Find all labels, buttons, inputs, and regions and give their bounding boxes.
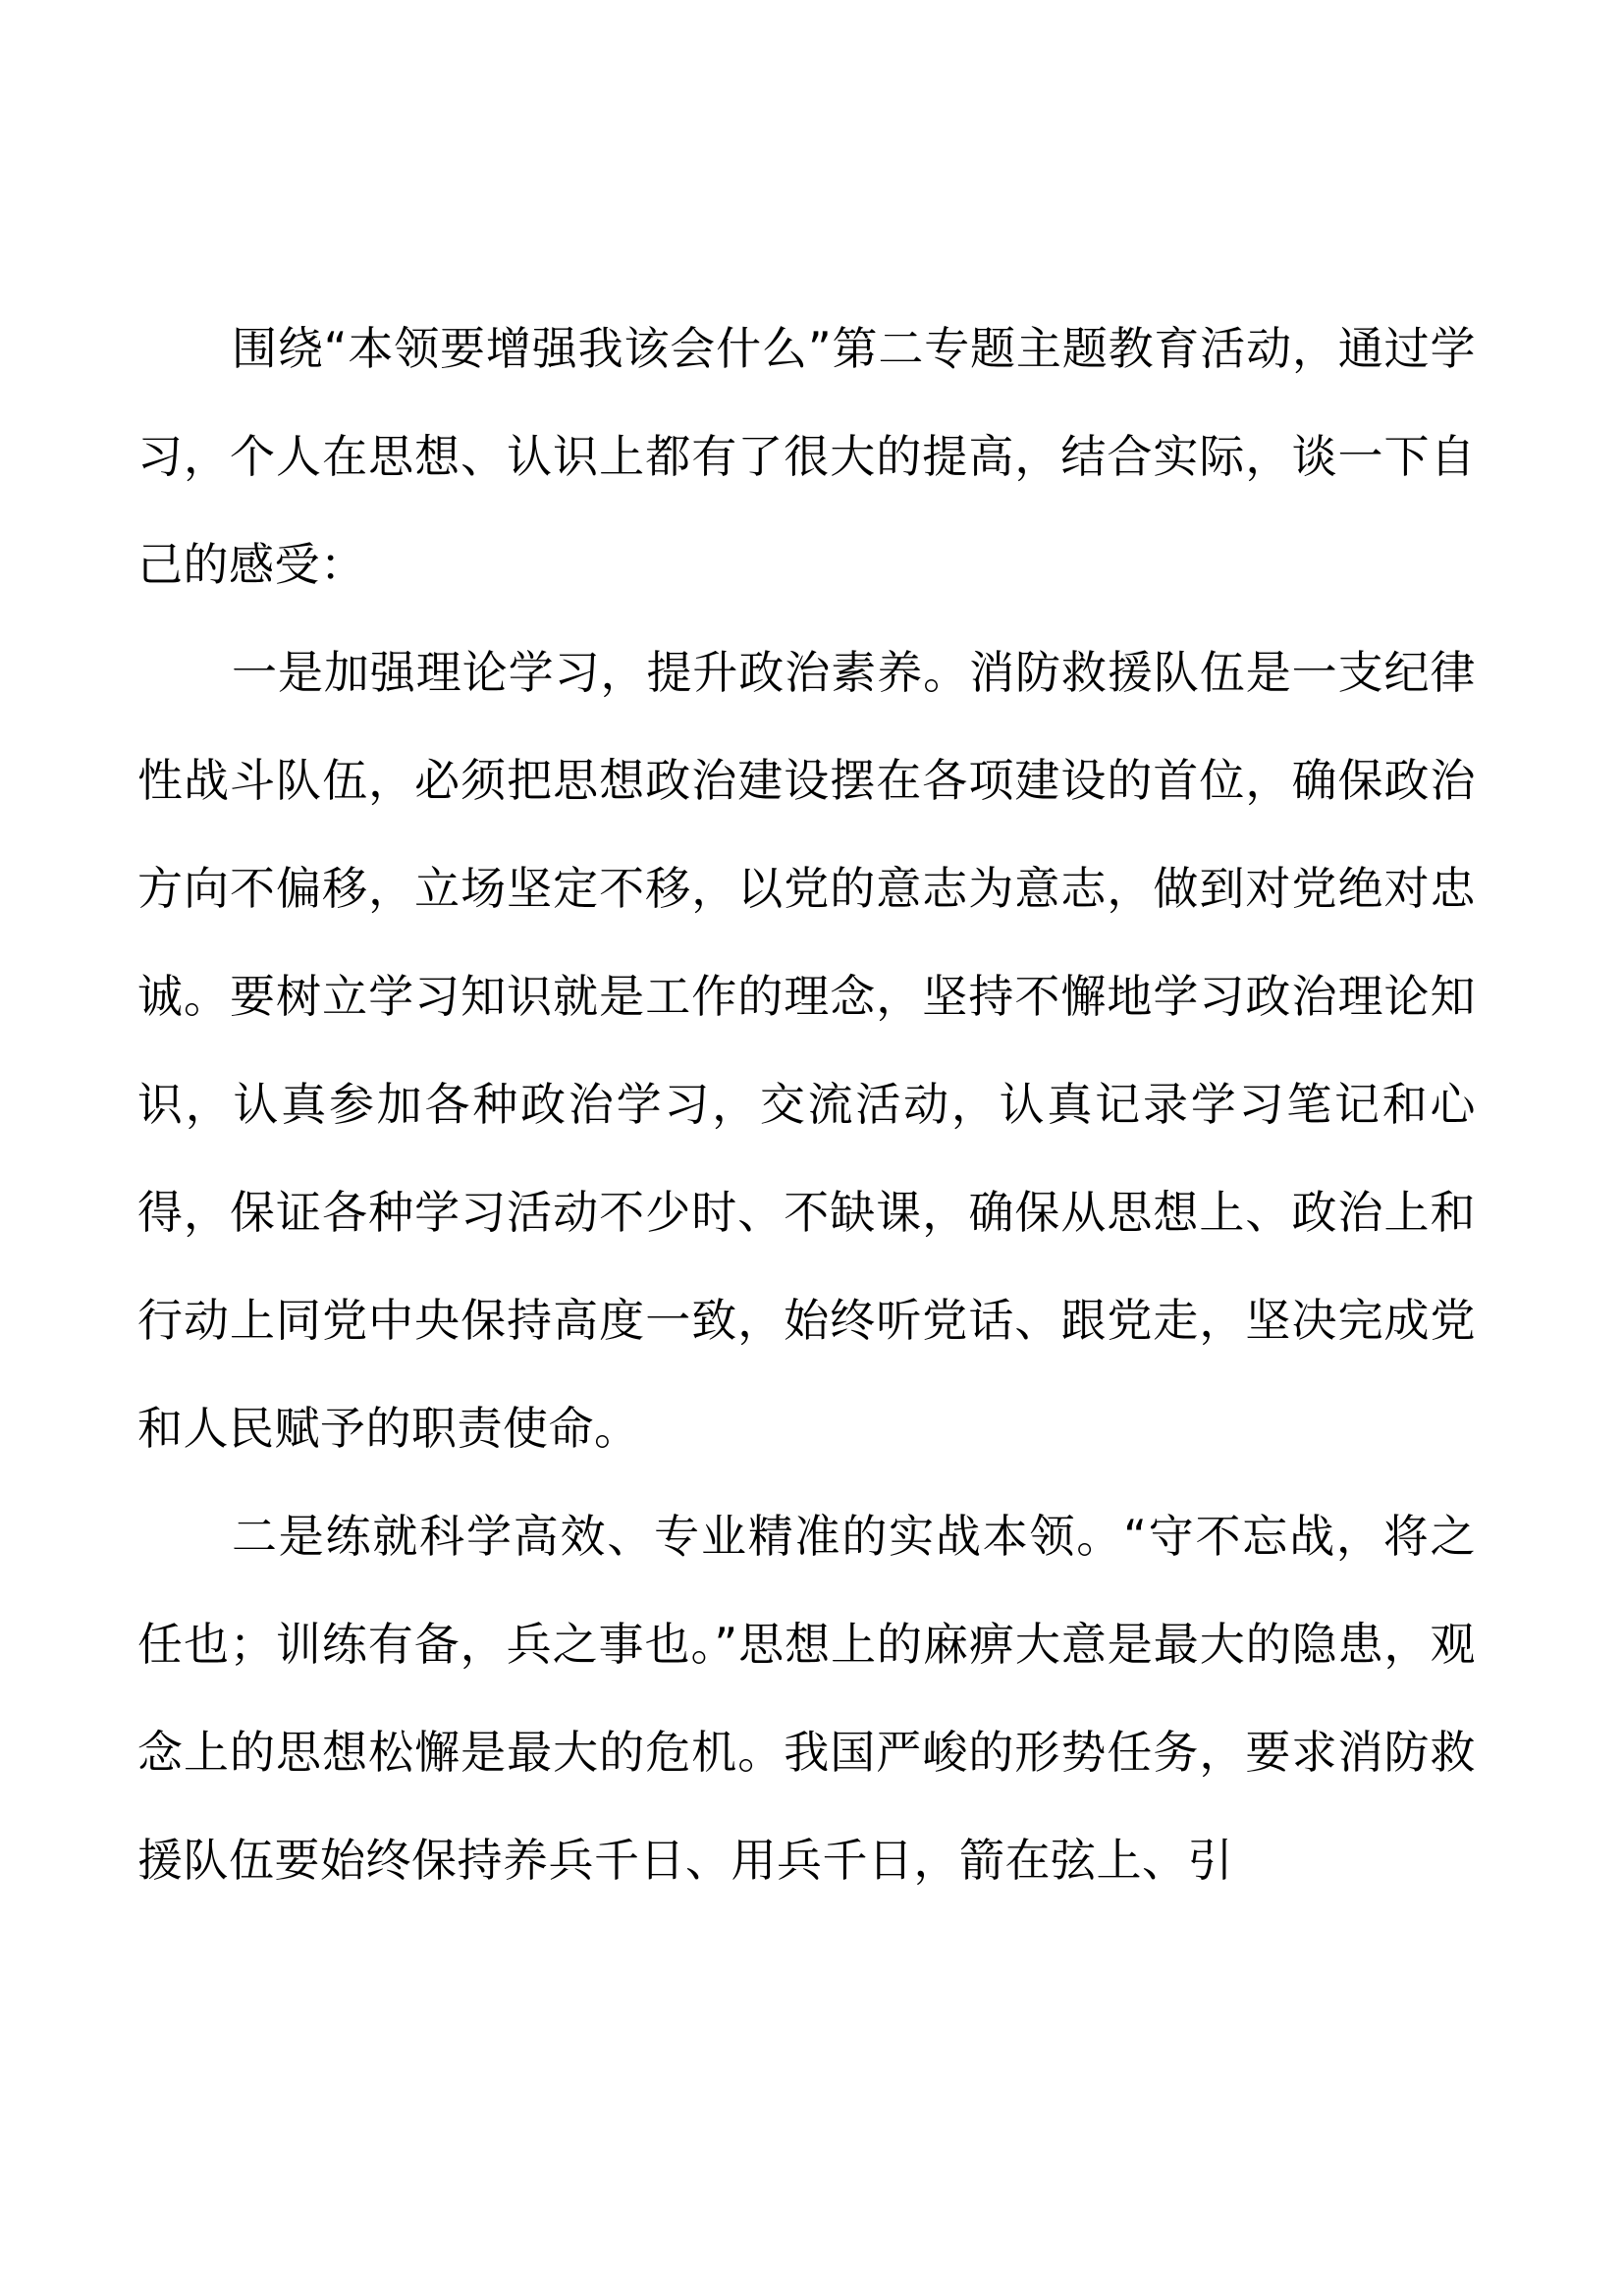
paragraph-point-one: 一是加强理论学习，提升政治素养。消防救援队伍是一支纪律性战斗队伍，必须把思想政治建设摆在各项建设的首位，确保政治方向不偏移，立场坚定不移，以党的意志为意志，做到对党绝对忠诚。要树立学习知识就是工作的理念，坚持不懈地学习政治理论知识，认真参加各种政治学习，交流活动，认真记录学习笔记和心得，保证各种学习活动不少时、不缺课，确保从思想上、政治上和行动上同党中央保持高度一致，始终听党话、跟党走，坚决完成党和人民赋予的职责使命。 <box>137 646 1476 1455</box>
paragraph-point-two: 二是练就科学高效、专业精准的实战本领。“守不忘战，将之任也；训练有备，兵之事也。”思想上的麻痹大意是最大的隐患，观念上的思想松懈是最大的危机。我国严峻的形势任务，要求消防救援队伍要始终保持养兵千日、用兵千日，箭在弦上、引 <box>137 1510 1476 1887</box>
paragraph-intro: 围绕“本领要增强我该会什么”第二专题主题教育活动，通过学习，个人在思想、认识上都有了很大的提高，结合实际，谈一下自己的感受： <box>137 322 1476 591</box>
document-body <box>137 294 1476 1914</box>
